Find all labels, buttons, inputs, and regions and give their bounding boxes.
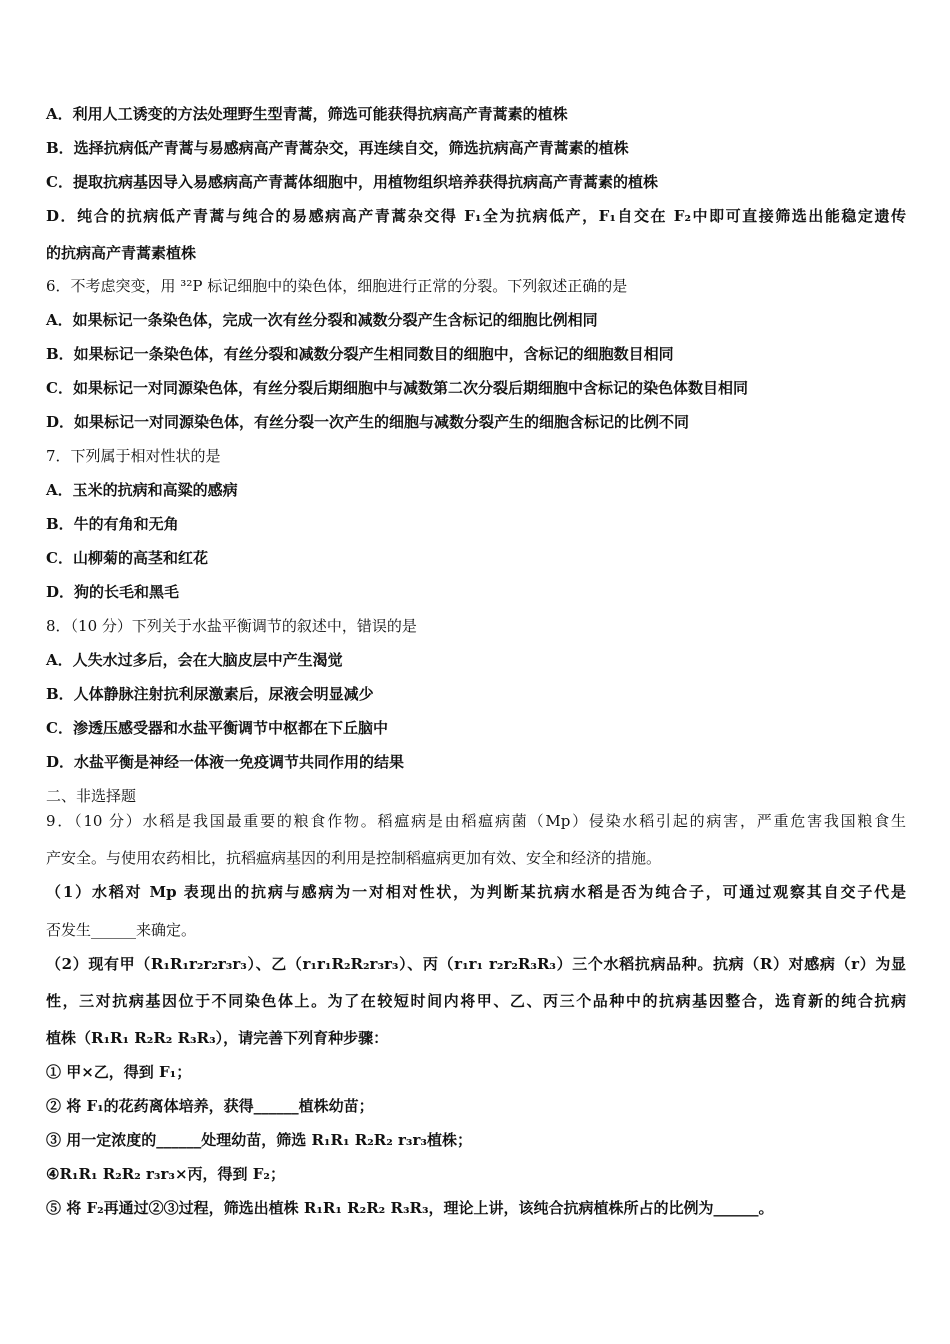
q7-option-b: B．牛的有角和无角 <box>46 515 179 533</box>
q5-option-d: D．纯合的抗病低产青蒿与纯合的易感病高产青蒿杂交得 F₁全为抗病低产，F₁自交在 F₂中即可直接筛选出能稳定遗传 <box>46 207 906 225</box>
q9-step4: ④R₁R₁ R₂R₂ r₃r₃×丙，得到 F₂； <box>46 1165 285 1183</box>
q5-option-b: B．选择抗病低产青蒿与易感病高产青蒿杂交，再连续自交，筛选抗病高产青蒿素的植株 <box>46 139 629 157</box>
section-heading: 二、非选择题 <box>46 787 137 805</box>
q6-stem: 6．不考虑突变，用 ³²P 标记细胞中的染色体，细胞进行正常的分裂。下列叙述正确的是 <box>46 277 628 295</box>
q9-step5: ⑤ 将 F₂再通过②③过程，筛选出植株 R₁R₁ R₂R₂ R₃R₃，理论上讲，该纯合抗病植株所占的比例为______。 <box>46 1199 774 1217</box>
q9-part2-line3: 植株（R₁R₁ R₂R₂ R₃R₃），请完善下列育种步骤： <box>46 1029 389 1047</box>
q9-step3: ③ 用一定浓度的______处理幼苗，筛选 R₁R₁ R₂R₂ r₃r₃植株； <box>46 1131 472 1149</box>
q5-option-d-cont: 的抗病高产青蒿素植株 <box>46 244 197 262</box>
q7-option-c: C．山柳菊的高茎和红花 <box>46 549 208 567</box>
q9-step2: ② 将 F₁的花药离体培养，获得______植株幼苗； <box>46 1097 374 1115</box>
q9-part2-line1: （2）现有甲（R₁R₁r₂r₂r₃r₃）、乙（r₁r₁R₂R₂r₃r₃）、丙（r₁r₁ r₂r₂R₃R₃）三个水稻抗病品种。抗病（R）对感病（r）为显 <box>46 955 906 973</box>
q9-part1-line2: 否发生______来确定。 <box>46 921 197 939</box>
q9-part1-line1: （1）水稻对 Mp 表现出的抗病与感病为一对相对性状，为判断某抗病水稻是否为纯合子，可通过观察其自交子代是 <box>46 883 906 901</box>
q6-option-d: D．如果标记一对同源染色体，有丝分裂一次产生的细胞与减数分裂产生的细胞含标记的比例不同 <box>46 413 690 431</box>
q9-stem-line2: 产安全。与使用农药相比，抗稻瘟病基因的利用是控制稻瘟病更加有效、安全和经济的措施。 <box>46 849 662 867</box>
q9-part2-line2: 性，三对抗病基因位于不同染色体上。为了在较短时间内将甲、乙、丙三个品种中的抗病基因整合，选育新的纯合抗病 <box>46 992 906 1010</box>
q7-stem: 7．下列属于相对性状的是 <box>46 447 221 465</box>
q5-option-a: A．利用人工诱变的方法处理野生型青蒿，筛选可能获得抗病高产青蒿素的植株 <box>46 105 568 123</box>
q7-option-a: A．玉米的抗病和高粱的感病 <box>46 481 238 499</box>
q8-option-d: D．水盐平衡是神经一体液一免疫调节共同作用的结果 <box>46 753 405 771</box>
q8-stem: 8．（10 分）下列关于水盐平衡调节的叙述中，错误的是 <box>46 617 417 635</box>
q8-option-b: B．人体静脉注射抗利尿激素后，尿液会明显减少 <box>46 685 374 703</box>
q8-option-c: C．渗透压感受器和水盐平衡调节中枢都在下丘脑中 <box>46 719 388 737</box>
q7-option-d: D．狗的长毛和黑毛 <box>46 583 180 601</box>
q8-option-a: A．人失水过多后，会在大脑皮层中产生渴觉 <box>46 651 343 669</box>
q9-step1: ① 甲×乙，得到 F₁； <box>46 1063 192 1081</box>
q6-option-c: C．如果标记一对同源染色体，有丝分裂后期细胞中与减数第二次分裂后期细胞中含标记的染色体数目相同 <box>46 379 748 397</box>
q6-option-b: B．如果标记一条染色体，有丝分裂和减数分裂产生相同数目的细胞中，含标记的细胞数目相同 <box>46 345 674 363</box>
q5-option-c: C．提取抗病基因导入易感病高产青蒿体细胞中，用植物组织培养获得抗病高产青蒿素的植株 <box>46 173 658 191</box>
q6-option-a: A．如果标记一条染色体，完成一次有丝分裂和减数分裂产生含标记的细胞比例相同 <box>46 311 598 329</box>
q9-stem-line1: 9．（10 分）水稻是我国最重要的粮食作物。稻瘟病是由稻瘟病菌（Mp）侵染水稻引起的病害，严重危害我国粮食生 <box>46 812 906 830</box>
